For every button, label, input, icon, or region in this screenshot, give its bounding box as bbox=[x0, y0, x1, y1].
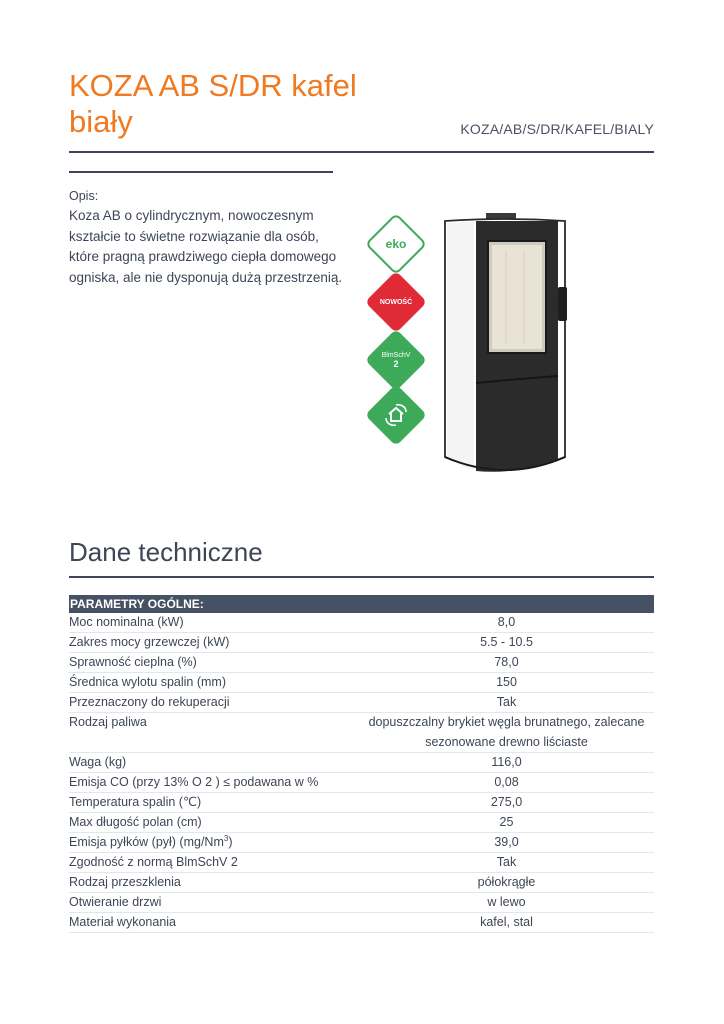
row-label: Emisja pyłków (pył) (mg/Nm$^3$) bbox=[69, 833, 233, 849]
row-value: 150 bbox=[496, 675, 517, 689]
new-badge-label: NOWOŚĆ bbox=[379, 298, 413, 306]
row-label: Moc nominalna (kW) bbox=[69, 615, 184, 629]
section-title: Dane techniczne bbox=[69, 537, 263, 567]
table-row bbox=[69, 653, 654, 673]
header-divider bbox=[69, 151, 654, 153]
row-value: w lewo bbox=[487, 895, 526, 909]
row-label: Emisja CO (przy 13% O 2 ) ≤ podawana w % bbox=[69, 775, 319, 789]
row-label: Otwieranie drzwi bbox=[69, 895, 162, 909]
eko-leaf-icon: eko bbox=[385, 237, 407, 251]
table-row bbox=[69, 913, 654, 933]
row-value: 25 bbox=[499, 815, 514, 829]
row-label: Średnica wylotu spalin (mm) bbox=[69, 675, 226, 689]
row-value: 5.5 - 10.5 bbox=[480, 635, 533, 649]
description-text: Koza AB o cylindrycznym, nowoczesnym kształcie to świetne rozwiązanie dla osób, które pragną prawdziwego ciepła domowego ogniska, ale nie dysponują dużą przestrzenią. bbox=[69, 208, 343, 285]
row-value: dopuszczalny brykiet węgla brunatnego, zalecane sezonowane drewno liściaste bbox=[368, 715, 645, 749]
blmschv-badge-label: BlmSchV 2 bbox=[381, 351, 411, 369]
row-value: 8,0 bbox=[497, 615, 516, 629]
row-label: Waga (kg) bbox=[69, 755, 127, 769]
table-row bbox=[69, 693, 654, 713]
table-row bbox=[69, 813, 654, 833]
table-row bbox=[69, 873, 654, 893]
row-label: Max długość polan (cm) bbox=[69, 815, 202, 829]
row-label: Sprawność cieplna (%) bbox=[69, 655, 197, 669]
table-row bbox=[69, 633, 654, 653]
row-value: 116,0 bbox=[491, 755, 522, 769]
row-value: 0,08 bbox=[494, 775, 519, 789]
section-divider bbox=[69, 576, 654, 578]
row-value: Tak bbox=[496, 695, 517, 709]
row-value: półokrągłe bbox=[477, 875, 536, 889]
description-divider bbox=[69, 171, 333, 173]
table-row bbox=[69, 833, 654, 853]
table-row bbox=[69, 853, 654, 873]
row-value: kafel, stal bbox=[480, 915, 533, 929]
row-label: Temperatura spalin (℃) bbox=[69, 795, 202, 809]
table-row bbox=[69, 893, 654, 913]
table-row bbox=[69, 673, 654, 693]
row-label: Przeznaczony do rekuperacji bbox=[69, 695, 230, 709]
stove-image bbox=[442, 211, 568, 479]
table-row bbox=[69, 713, 654, 753]
product-title: KOZA AB S/DR kafel biały bbox=[69, 68, 357, 139]
row-label: Zakres mocy grzewczej (kW) bbox=[69, 635, 230, 649]
description-label: Opis: bbox=[69, 189, 99, 203]
spec-table bbox=[69, 595, 654, 933]
table-row bbox=[69, 613, 654, 633]
row-label: Rodzaj paliwa bbox=[69, 715, 147, 729]
eko-badge-label bbox=[374, 222, 418, 266]
product-code: KOZA/AB/S/DR/KAFEL/BIALY bbox=[460, 121, 654, 137]
row-value: 39,0 bbox=[494, 835, 519, 849]
row-label: Materiał wykonania bbox=[69, 915, 176, 929]
spec-table-body bbox=[69, 613, 654, 933]
table-row bbox=[69, 753, 654, 773]
spec-table-header: PARAMETRY OGÓLNE: bbox=[69, 595, 654, 613]
row-label: Zgodność z normą BlmSchV 2 bbox=[69, 855, 238, 869]
recuperation-icon bbox=[374, 393, 418, 437]
row-value: Tak bbox=[496, 855, 517, 869]
row-label: Rodzaj przeszklenia bbox=[69, 875, 181, 889]
table-row bbox=[69, 773, 654, 793]
table-row bbox=[69, 793, 654, 813]
row-value: 78,0 bbox=[494, 655, 519, 669]
row-value: 275,0 bbox=[490, 795, 523, 809]
